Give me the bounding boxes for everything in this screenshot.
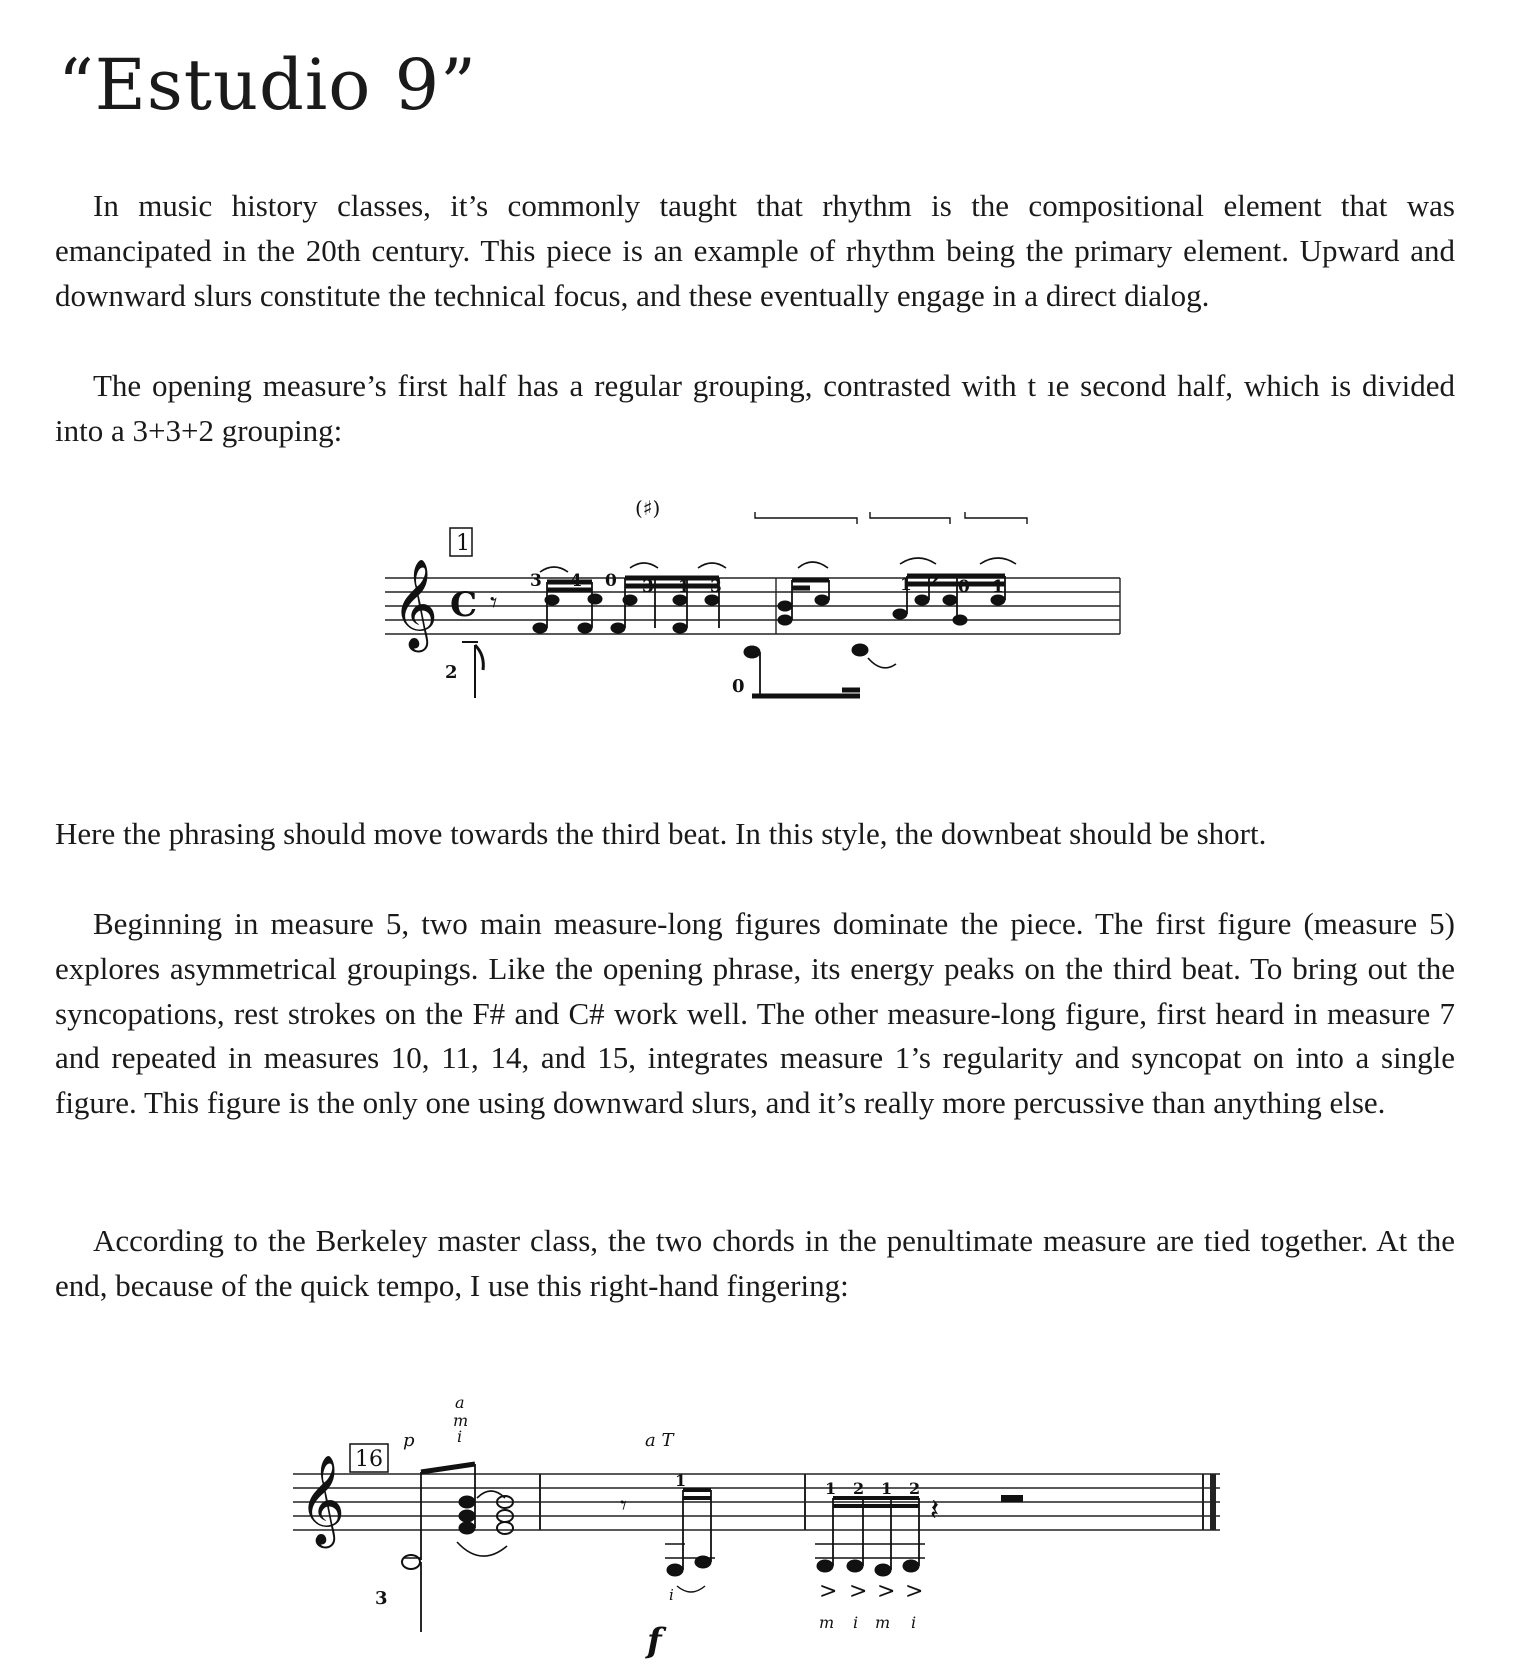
paragraph-main-figures: Beginning in measure 5, two main measure-long figures dominate the piece. The first figure (measure 5) explores asymmetrical groupings. Like the opening phrase, its energy peaks on the third beat. To bring out the syncopations, rest strokes on the F# and C# work well. The other measure-long figure, first heard in measure 7 and repeated in measures 10, 11, 14, and 15, integrates measure 1’s regularity and syncopat on into a single figure. This figure is the only one using downward slurs, and it’s really more percussive than anything else. — [55, 906, 1455, 1121]
page-title: “Estudio 9” — [58, 44, 477, 126]
rh-finger: m — [875, 1613, 891, 1632]
fingering: 1 — [881, 1479, 893, 1498]
accent-icon: > — [849, 1579, 868, 1604]
paragraph-ending: According to the Berkeley master class, the two chords in the penultimate measure are tied together. At the end, because of the quick tempo, I use this right-hand fingering: — [55, 1223, 1455, 1303]
thumb-i: i — [669, 1586, 674, 1604]
right-hand-a-t: a T — [645, 1430, 674, 1451]
paragraph-intro: In music history classes, it’s commonly taught that rhythm is the compositional element that was emancipated in the 20th century. This piece is an example of rhythm being the primary element. Upward and downward slurs constitute the technical focus, and these eventually engage in a direct dialog. — [55, 188, 1455, 313]
fingering: 2 — [853, 1479, 865, 1498]
right-hand-m: m — [453, 1411, 469, 1430]
treble-clef-icon: 𝄞 — [299, 1455, 346, 1545]
accents — [819, 1579, 923, 1604]
fingering: 3 — [710, 577, 722, 597]
half-rest-icon — [1001, 1495, 1023, 1502]
right-hand-p: p — [403, 1430, 415, 1451]
note-group-last-measure — [815, 1498, 925, 1576]
fingering: 1 — [675, 1471, 687, 1490]
right-hand-fingerings-bottom — [819, 1613, 916, 1632]
eighth-rest-icon: 𝄾 — [490, 586, 498, 619]
fingering: 2 — [909, 1479, 921, 1498]
quarter-rest-icon: 𝄽 — [930, 1493, 940, 1528]
fingering: 1 — [825, 1479, 837, 1498]
staff-lines — [293, 1474, 1220, 1530]
courtesy-accidental: (♯) — [635, 496, 661, 520]
paragraph-phrasing: Here the phrasing should move towards the third beat. In this style, the downbeat should be short. — [55, 816, 1267, 851]
fingering: 3 — [530, 571, 542, 591]
slurs-first-half — [540, 563, 726, 572]
dynamic-forte: f — [647, 1621, 662, 1661]
accent-icon: > — [819, 1579, 838, 1604]
fingering: 2 — [928, 571, 940, 591]
slur — [677, 1586, 705, 1592]
slurs-second-half — [900, 558, 1016, 564]
slur — [798, 562, 828, 568]
fingering-bass-left: 2 — [445, 662, 458, 683]
accent-icon: > — [905, 1579, 924, 1604]
measure-number: 16 — [355, 1447, 383, 1472]
bass-note-left — [462, 642, 483, 698]
fingering: 1 — [900, 575, 912, 595]
fingering: 3 — [642, 577, 654, 597]
note-group-end-measure — [665, 1490, 715, 1576]
music-example-measure-1 — [380, 496, 1140, 770]
accent-icon: > — [877, 1579, 896, 1604]
fingering-bass: 3 — [375, 1588, 388, 1609]
fingering: 1 — [678, 577, 690, 597]
rh-finger: i — [911, 1613, 917, 1632]
paragraph-opening-measure: The opening measure’s first half has a regular grouping, contrasted with t ıe second half, which is divided into a 3+3+2 grouping: — [55, 368, 1455, 448]
note-group-1 — [533, 582, 602, 633]
fingering: 1 — [992, 577, 1004, 597]
measure-number: 1 — [456, 531, 470, 556]
note-group-3 — [744, 580, 868, 696]
fingering: 0 — [605, 571, 617, 591]
time-signature: C — [450, 585, 478, 625]
fingering: 0 — [958, 577, 970, 597]
fingering: 4 — [570, 571, 582, 591]
eighth-rest-icon: 𝄾 — [620, 1491, 627, 1521]
right-hand-i: i — [457, 1427, 463, 1446]
grouping-brackets — [755, 512, 1027, 524]
tie — [868, 658, 896, 668]
chord-group — [402, 1464, 513, 1632]
treble-clef-icon: 𝄞 — [392, 559, 439, 649]
music-example-measure-16 — [285, 1390, 1235, 1668]
right-hand-a: a — [455, 1393, 465, 1412]
tie — [457, 1542, 507, 1556]
fingering-bass-open: 0 — [732, 676, 745, 697]
rh-finger: i — [853, 1613, 859, 1632]
rh-finger: m — [819, 1613, 835, 1632]
